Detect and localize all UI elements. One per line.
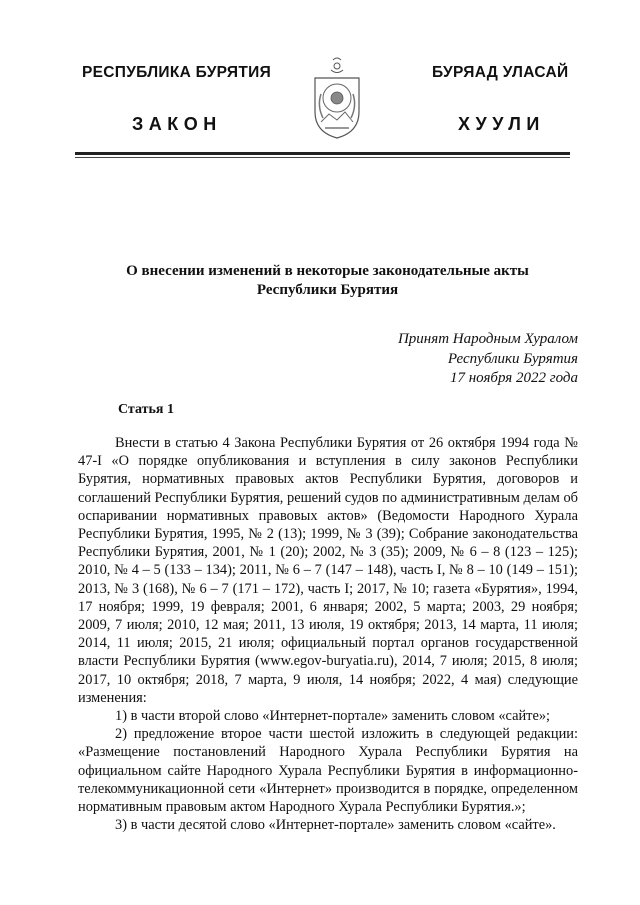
header-republic-bua: БУРЯАД УЛАСАЙ [432, 64, 569, 81]
amendment-item: 1) в части второй слово «Интернет-портале» заменить словом «сайте»; [115, 708, 551, 725]
header-republic-ru: РЕСПУБЛИКА БУРЯТИЯ [82, 64, 272, 81]
adoption-line: Принят Народным Хуралом [397, 331, 578, 347]
header-rule-thick [75, 152, 570, 155]
header-law-ru: ЗАКОН [132, 114, 222, 134]
adoption-line: Республики Бурятия [447, 350, 578, 367]
document-title [100, 262, 555, 300]
title-line: О внесении изменений в некоторые законодательные акты [126, 263, 529, 279]
amendment-item: 3) в части десятой слово «Интернет-портале» заменить словом «сайте». [115, 817, 556, 834]
adoption-note [340, 330, 578, 389]
header-law-bua: ХУУЛИ [458, 114, 545, 134]
coat-of-arms-icon [311, 56, 363, 140]
title-line: Республики Бурятия [256, 282, 399, 298]
article-heading: Статья 1 [118, 402, 174, 417]
body-paragraph: Внести в статью 4 Закона Республики Бурятия от 26 октября 1994 года № 47-I «О порядке опубликования и вступления в силу законов Республики Бурятия, нормативных правовых актов Республики Бурятия, договоров и соглашений Республики Бурятия, решений судов по административным делам об оспаривании нормативных правовых актов» (Ведомости Народного Хурала Республики Бурятия, 1995, № 2 (13); 1999, № 3 (39); Собрание законодательства Республики Бурятия, 2001, № 1 (20); 2002, № 3 (35); 2009, № 6 – 8 (123 – 125); 2010, № 4 – 5 (133 – 134); 2011, № 6 – 7 (147 – 148), часть I, № 8 – 10 (149 – 151); 2013, № 3 (168), № 6 – 7 (171 – 172), часть I; 2017, № 10; газета «Бурятия», 1994, 17 ноября; 1999, 19 февраля; 2001, 6 января; 2002, 5 марта; 2003, 29 ноября; 2009, 7 июля; 2010, 12 мая; 2011, 13 июля, 19 октября; 2013, 14 марта, 11 июля; 2014, 11 июля; 2015, 21 июля; официальный портал органов государственной власти Республики Бурятия (www.egov-buryatia.ru), 2014, 7 июля; 2015, 8 июля; 2017, 10 октября; 2018, 7 марта, 9 июля, 14 ноября; 2022, 4 мая) следующие изменения: [78, 435, 578, 706]
amendment-item: 2) предложение второе части шестой изложить в следующей редакции: «Размещение постановлений Народного Хурала Республики Бурятия на официальном сайте Народного Хурала Республики Бурятия в информационно-телекоммуникационной сети «Интернет» производится в порядке, определенном нормативным правовым актом Народного Хурала Республики Бурятия.»; [78, 726, 578, 816]
adoption-date: 17 ноября 2022 года [449, 370, 578, 386]
article-body [78, 434, 578, 834]
header-rule-thin [75, 157, 570, 158]
